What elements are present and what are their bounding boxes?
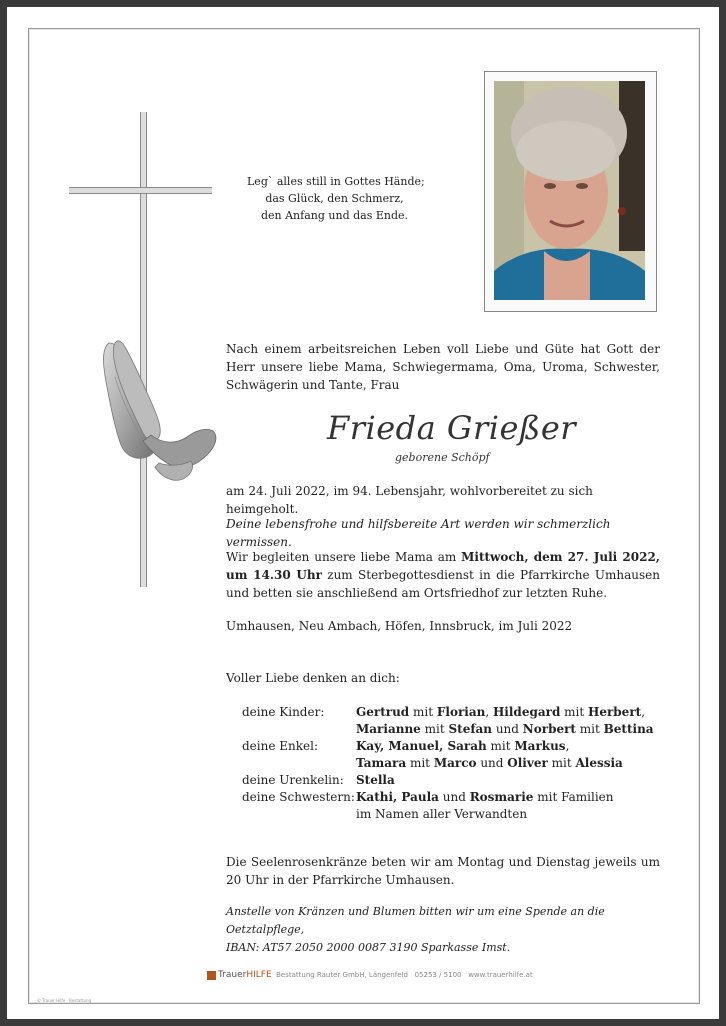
relation-label: deine Urenkelin: xyxy=(242,773,344,787)
intro-paragraph: Nach einem arbeitsreichen Leben voll Liebe und Güte hat Gott der Herr unsere liebe Mama, Schwiegermama, Oma, Uroma, Schwester, Schwägerin und Tante, Frau xyxy=(226,342,660,392)
relation-names: Kathi, Paula und Rosmarie mit Familien xyxy=(356,790,614,804)
poem-line: den Anfang und das Ende. xyxy=(260,209,409,222)
list-item xyxy=(226,721,666,738)
donation-iban: IBAN: AT57 2050 2000 0087 3190 Sparkasse Imst. xyxy=(226,941,511,954)
relation-names: Tamara mit Marco und Oliver mit Alessia xyxy=(356,756,623,770)
list-item xyxy=(226,704,666,721)
corner-note: © Trauer Hilfe · Bestattung xyxy=(37,998,92,1003)
relation-label: deine Enkel: xyxy=(242,739,319,753)
relation-names: Kay, Manuel, Sarah mit Markus, xyxy=(356,739,570,753)
deceased-name: Frieda Grießer xyxy=(327,409,577,447)
funeral-post: zum Sterbegottesdienst in die Pfarrkirche Umhausen und betten sie anschließend am Ortsfriedhof zur letzten Ruhe. xyxy=(226,568,660,600)
list-item xyxy=(226,772,666,789)
footer-web: www.trauerhilfe.at xyxy=(468,971,533,979)
list-item xyxy=(226,789,666,806)
relation-names: im Namen aller Verwandten xyxy=(356,807,528,821)
footer xyxy=(207,970,533,982)
cross-icon-horizontal xyxy=(69,187,212,194)
logo-icon xyxy=(207,971,216,980)
family-list xyxy=(226,704,666,823)
funeral-paragraph xyxy=(226,548,660,602)
donation-note xyxy=(226,903,660,957)
family-heading: Voller Liebe denken an dich: xyxy=(226,671,400,685)
funeral-date: Mittwoch, dem 27. Juli 2022, um 14.30 Uhr xyxy=(226,550,660,582)
list-item xyxy=(226,738,666,755)
birth-name: geborene Schöpf xyxy=(395,451,490,464)
rosary-paragraph: Die Seelenrosenkränze beten wir am Montag und Dienstag jeweils um 20 Uhr in der Pfarrkirche Umhausen. xyxy=(226,855,660,887)
poem-line: das Glück, den Schmerz, xyxy=(265,192,404,205)
relation-names: Stella xyxy=(356,773,395,787)
poem-line: Leg` alles still in Gottes Hände; xyxy=(247,175,425,188)
praying-hands-icon xyxy=(95,337,223,487)
obituary-page xyxy=(7,7,719,1019)
footer-company: Bestattung Rauter GmbH, Längenfeld xyxy=(276,971,408,979)
list-item xyxy=(226,806,666,823)
relation-names: Marianne mit Stefan und Norbert mit Bettina xyxy=(356,722,654,736)
place-date: Umhausen, Neu Ambach, Höfen, Innsbruck, im Juli 2022 xyxy=(226,619,573,633)
funeral-pre: Wir begleiten unsere liebe Mama am xyxy=(226,550,462,564)
relation-label: deine Kinder: xyxy=(242,705,325,719)
death-line: am 24. Juli 2022, im 94. Lebensjahr, wohlvorbereitet zu sich heimgeholt. xyxy=(226,484,593,516)
poem xyxy=(247,173,425,224)
logo-text: TrauerHILFE xyxy=(218,970,272,980)
list-item xyxy=(226,755,666,772)
tribute-line: Deine lebensfrohe und hilfsbereite Art werden wir schmerzlich vermissen. xyxy=(226,517,611,549)
relation-names: Gertrud mit Florian, Hildegard mit Herbert, xyxy=(356,705,646,719)
donation-line: Anstelle von Kränzen und Blumen bitten wir um eine Spende an die Oetztalpflege, xyxy=(226,905,605,936)
footer-phone: 05253 / 5100 xyxy=(414,971,462,979)
relation-label: deine Schwestern: xyxy=(242,790,355,804)
deceased-name-block xyxy=(327,409,587,469)
portrait-photo xyxy=(494,81,645,300)
